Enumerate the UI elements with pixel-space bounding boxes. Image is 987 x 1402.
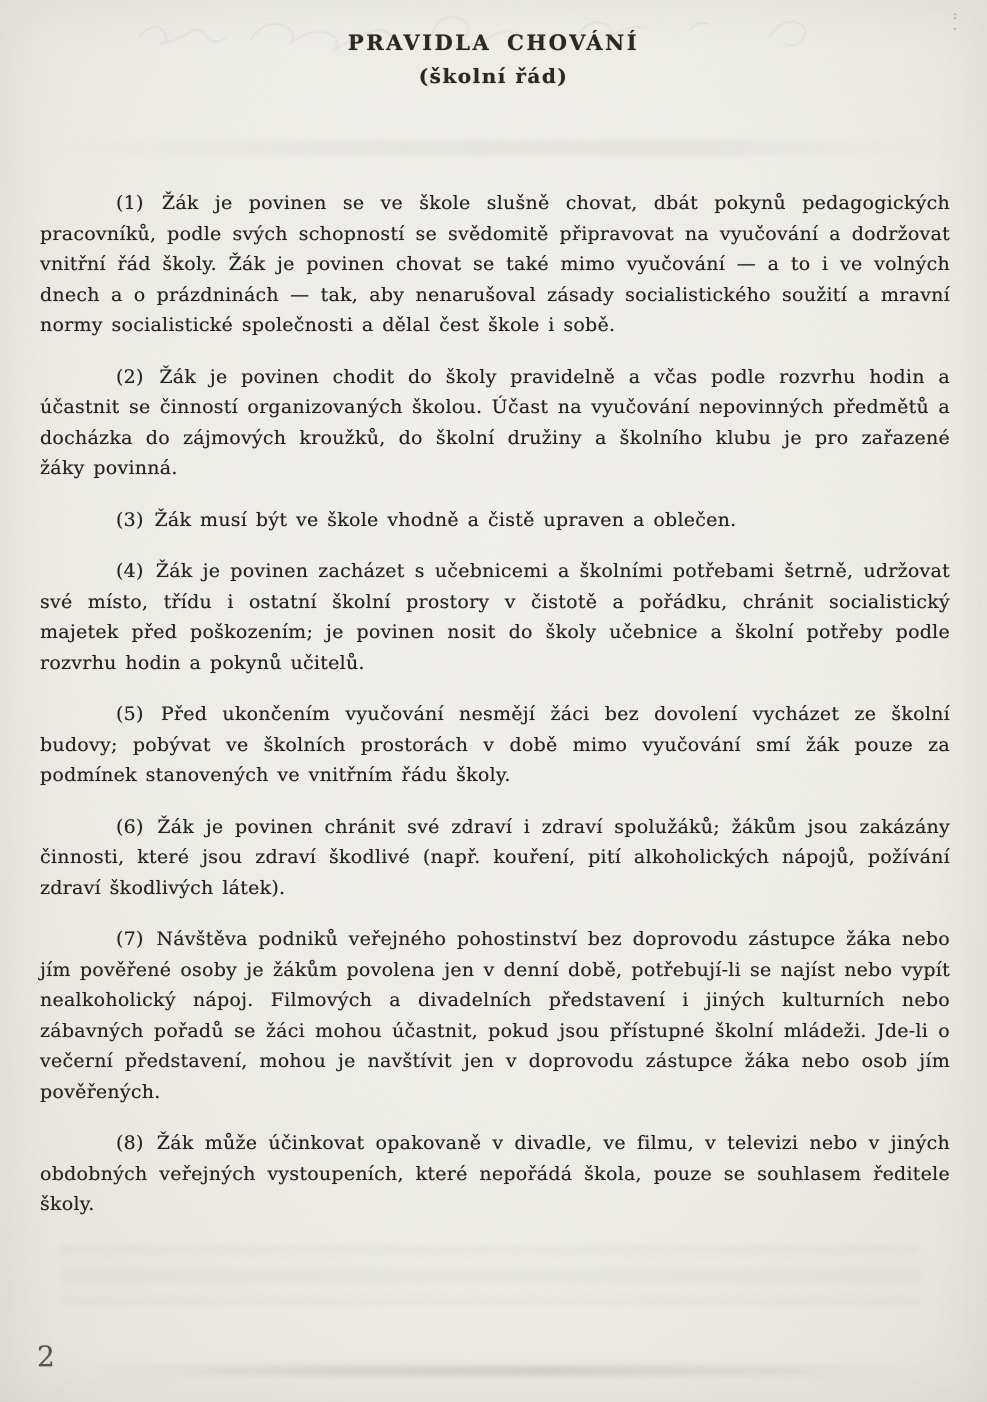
paragraph-text: Návštěva podniků veřejného pohostinství bez doprovodu zástupce žáka nebo jím pověřené osoby je žákům povolena jen v denní době, potřebují-li se najíst nebo vypít nealkoholický nápoj. Filmových a divadelních představení i jiných kulturních nebo zábavných pořadů se žáci mohou účastnit, pokud jsou přístupné školní mládeži. Jde-li o večerní představení, mohou je navštívit jen v doprovodu zástupce žáka nebo osob jím pověřených. <box>40 928 950 1103</box>
rule-paragraph-2 <box>40 362 950 484</box>
paragraph-text: Žák je povinen chránit své zdraví i zdraví spolužáků; žákům jsou zakázány činnosti, které jsou zdraví škodlivé (např. kouření, pití alkoholických nápojů, požívání zdraví škodlivých látek). <box>40 815 950 899</box>
document-header <box>0 0 987 88</box>
paragraph-number: (4) <box>116 560 144 582</box>
paragraph-number: (5) <box>116 703 144 725</box>
paragraph-number: (2) <box>116 365 144 388</box>
paragraph-number: (6) <box>116 815 144 838</box>
rule-paragraph-5 <box>40 699 950 791</box>
scan-ghost-artifact <box>60 1245 920 1305</box>
paragraph-text: Žák je povinen se ve škole slušně chovat, dbát pokynů pedagogických pracovníků, podle svých schopností se svědomitě připravovat na vyučování a dodržovat vnitřní řád školy. Žák je povinen chovat se také mimo vyučování — a to i ve volných dnech a o prázdninách — tak, aby nenarušoval zásady socialistického soužití a mravní normy socialistické společnosti a dělal čest škole i sobě. <box>40 192 950 336</box>
page-title: PRAVIDLA CHOVÁNÍ <box>347 30 640 55</box>
paragraph-text: Žák je povinen chodit do školy pravidelně a včas podle rozvrhu hodin a účastnit se činností organizovaných školou. Účast na vyučování nepovinných předmětů a docházka do zájmových kroužků, do školní družiny a školního klubu je pro zařazené žáky povinná. <box>40 365 950 479</box>
paragraph-text: Před ukončením vyučování nesmějí žáci bez dovolení vycházet ze školní budovy; pobývat ve školních prostorách v době mimo vyučování smí žák pouze za podmínek stanovených ve vnitřním řádu školy. <box>40 703 950 786</box>
page-subtitle: (školní řád) <box>418 64 569 88</box>
paragraph-number: (1) <box>116 192 144 214</box>
rule-paragraph-4 <box>40 556 950 678</box>
paragraph-text: Žák je povinen zacházet s učebnicemi a školními potřebami šetrně, udržovat své místo, třídu i ostatní školní prostory v čistotě a pořádku, chránit socialistický majetek před poškozením; je povinen nosit do školy učebnice a školní potřeby podle rozvrhu hodin a pokynů učitelů. <box>40 560 950 674</box>
page-number: 2 <box>37 1340 55 1373</box>
rule-paragraph-3 <box>40 505 950 536</box>
rule-paragraph-1 <box>40 188 950 341</box>
rule-paragraph-7 <box>40 924 950 1107</box>
rule-paragraph-6 <box>40 812 950 904</box>
paragraph-text: Žák může účinkovat opakovaně v divadle, ve filmu, v televizi nebo v jiných obdobných veřejných vystoupeních, které nepořádá škola, pouze se souhlasem ředitele školy. <box>40 1132 950 1215</box>
rule-paragraph-8 <box>40 1128 950 1220</box>
paragraph-text: Žák musí být ve škole vhodně a čistě upraven a oblečen. <box>154 508 737 531</box>
paragraph-number: (3) <box>116 508 144 531</box>
scan-smudge-artifact <box>90 1366 910 1376</box>
scan-ghost-artifact <box>40 140 940 156</box>
scan-speck-artifact: : · <box>953 8 960 36</box>
paragraph-number: (7) <box>116 928 144 950</box>
document-body <box>40 188 950 1220</box>
paragraph-number: (8) <box>116 1132 144 1154</box>
